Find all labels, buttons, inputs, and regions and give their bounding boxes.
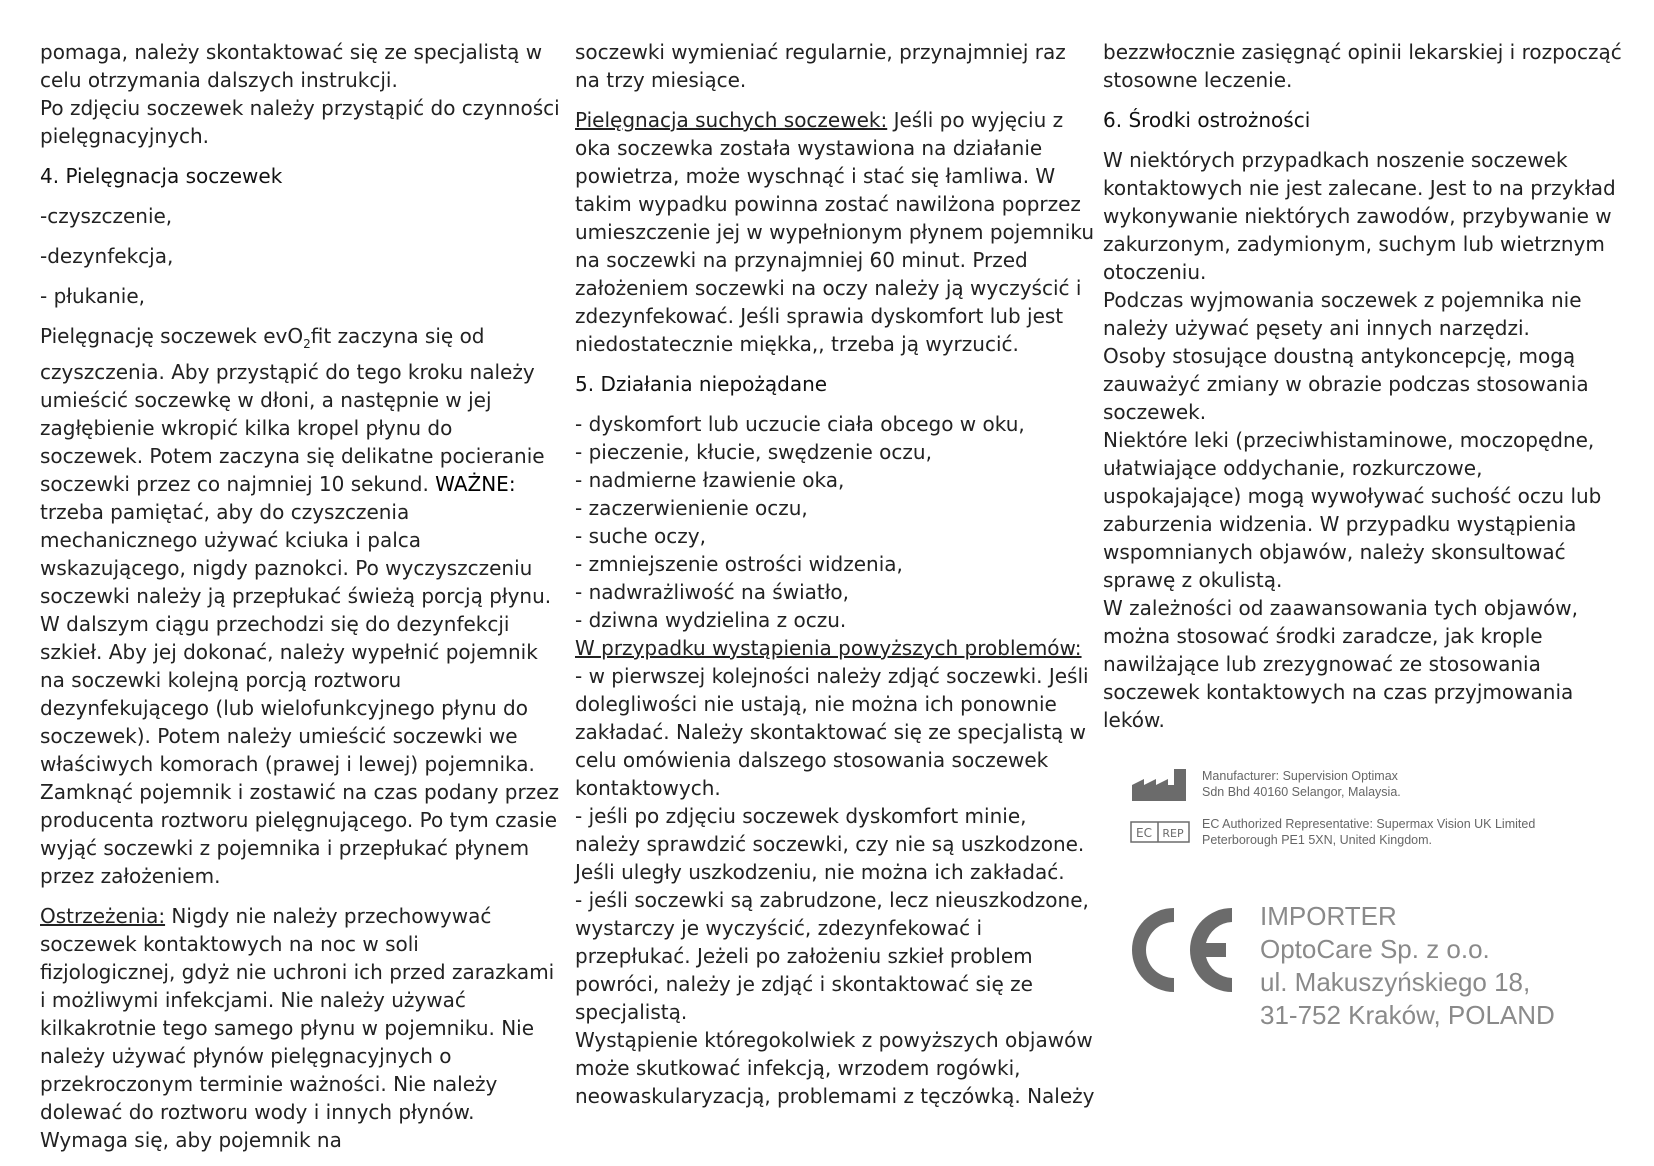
list-item: -dezynfekcja, xyxy=(40,244,174,268)
ec-rep-icon xyxy=(1130,813,1190,851)
paragraph: Wystąpienie któregokolwiek z powyższych objawów może skutkować infekcją, wrzodem rogówki, neowaskularyzacją, problemami z tęczówką. Należy xyxy=(575,1028,1095,1108)
section-6-heading: 6. Środki ostrożności xyxy=(1103,108,1311,132)
text-run: Pielęgnację soczewek evO xyxy=(40,324,304,348)
ec-rep-line: Peterborough PE1 5XN, United Kingdom. xyxy=(1202,833,1432,847)
paragraph: - jeśli po zdjęciu soczewek dyskomfort minie, należy sprawdzić soczewki, czy nie są uszkodzone. Jeśli uległy uszkodzeniu, nie można ich zakładać. xyxy=(575,804,1085,884)
paragraph: Po zdjęciu soczewek należy przystąpić do czynności pielęgnacyjnych. xyxy=(40,96,560,148)
manufacturer-text xyxy=(1202,768,1401,800)
importer-address xyxy=(1260,900,1555,1032)
list-item: - dyskomfort lub uczucie ciała obcego w oku, xyxy=(575,412,1025,436)
list-item: - suche oczy, xyxy=(575,524,706,548)
paragraph: - jeśli soczewki są zabrudzone, lecz nieuszkodzone, wystarczy je wyczyścić, zdezynfekować i przepłukać. Jeżeli po założeniu szkieł problem powróci, należy je zdjąć i skontaktować się ze specjalistą. xyxy=(575,888,1089,1024)
dry-care-paragraph xyxy=(575,106,1095,358)
text-run: fit zaczyna się od czyszczenia. Aby przystąpić do tego kroku należy umieścić soczewkę w dłoni, a następnie w jej zagłębienie wkropić kilka kropel płynu do soczewek. Potem zaczyna się delikatne pocieranie soczewki przez co najmniej 10 sekund. xyxy=(40,324,545,496)
list-item: - zmniejszenie ostrości widzenia, xyxy=(575,552,903,576)
importer-line: ul. Makuszyńskiego 18, xyxy=(1260,967,1531,997)
subscript: 2 xyxy=(303,337,311,351)
ec-badge-text: EC xyxy=(1136,826,1152,840)
section-4-heading: 4. Pielęgnacja soczewek xyxy=(40,164,283,188)
list-item: - pieczenie, kłucie, swędzenie oczu, xyxy=(575,440,932,464)
text-run: trzeba pamiętać, aby do czyszczenia mechanicznego używać kciuka i palca wskazującego, nigdy paznokci. Po wyczyszczeniu soczewki należy ją przepłukać świeżą porcją płynu. W dalszym ciągu przechodzi się do dezynfekcji szkieł. Aby jej dokonać, należy wypełnić pojemnik na soczewki kolejną porcją roztworu dezynfekującego (lub wielofunkcyjnego płynu do soczewek). Potem należy umieścić soczewki we właściwych komorach (prawej i lewej) pojemnika. Zamknąć pojemnik i zostawić na czas podany przez producenta roztworu pielęgnującego. Po tym czasie wyjąć soczewki z pojemnika i przepłukać płynem przez założeniem. xyxy=(40,500,559,888)
warnings-label: Ostrzeżenia: xyxy=(40,904,166,928)
paragraph: W zależności od zaawansowania tych objawów, można stosować środki zaradcze, jak krople nawilżające lub zrezygnować ze stosowania soczewek kontaktowych na czas przyjmowania leków. xyxy=(1103,596,1578,732)
paragraph: pomaga, należy skontaktować się ze specjalistą w celu otrzymania dalszych instrukcji. xyxy=(40,40,543,92)
column-3 xyxy=(1103,38,1623,734)
text-run: Nigdy nie należy przechowywać soczewek kontaktowych na noc w soli fizjologicznej, gdyż nie uchroni ich przed zarazkami i możliwymi infekcjami. Nie należy używać kilkakrotnie tego samego płynu w pojemniku. Nie należy używać płynów pielęgnacyjnych o przekroczonym terminie ważności. Nie należy dolewać do roztworu wody i innych płynów. Wymaga się, aby pojemnik na xyxy=(40,904,555,1152)
side-effects-list xyxy=(575,410,1095,634)
paragraph: bezzwłocznie zasięgnąć opinii lekarskiej i rozpocząć stosowne leczenie. xyxy=(1103,40,1622,92)
importer-block xyxy=(1126,900,1555,1032)
list-item: - płukanie, xyxy=(40,284,146,308)
column-1 xyxy=(40,38,560,1154)
column-2 xyxy=(575,38,1095,1110)
ec-rep-line: EC Authorized Representative: Supermax Vision UK Limited xyxy=(1202,817,1536,831)
manufacturer-block xyxy=(1130,762,1610,858)
list-item: - zaczerwienienie oczu, xyxy=(575,496,808,520)
care-paragraph xyxy=(40,322,560,890)
paragraph: Niektóre leki (przeciwhistaminowe, moczopędne, ułatwiające oddychanie, rozkurczowe, uspokajające) mogą wywoływać suchość oczu lub zaburzenia widzenia. W przypadku wystąpienia wspomnianych objawów, należy skonsultować sprawę z okulistą. xyxy=(1103,428,1602,592)
warnings-paragraph xyxy=(40,902,560,1154)
list-item: -czyszczenie, xyxy=(40,204,173,228)
problems-label: W przypadku wystąpienia powyższych problemów: xyxy=(575,636,1082,660)
factory-icon xyxy=(1130,765,1190,803)
list-item: - nadmierne łzawienie oka, xyxy=(575,468,845,492)
manufacturer-line: Sdn Bhd 40160 Selangor, Malaysia. xyxy=(1202,785,1401,799)
rep-badge-text: REP xyxy=(1162,827,1184,840)
section-5-heading: 5. Działania niepożądane xyxy=(575,372,828,396)
importer-line: OptoCare Sp. z o.o. xyxy=(1260,934,1490,964)
paragraph: W niektórych przypadkach noszenie soczewek kontaktowych nie jest zalecane. Jest to na przykład wykonywanie niektórych zawodów, przybywanie w zakurzonym, zadymionym, suchym lub wietrznym otoczeniu. xyxy=(1103,148,1616,284)
paragraph: - w pierwszej kolejności należy zdjąć soczewki. Jeśli dolegliwości nie ustają, nie można ich ponownie zakładać. Należy skontaktować się ze specjalistą w celu omówienia dalszego stosowania soczewek kontaktowych. xyxy=(575,664,1089,800)
paragraph: soczewki wymieniać regularnie, przynajmniej raz na trzy miesiące. xyxy=(575,40,1066,92)
ce-mark-icon xyxy=(1126,900,1236,1000)
list-item: - dziwna wydzielina z oczu. xyxy=(575,608,847,632)
list-item: - nadwrażliwość na światło, xyxy=(575,580,850,604)
text-run: Jeśli po wyjęciu z oka soczewka została wystawiona na działanie powietrza, może wyschnąć i stać się łamliwa. W takim wypadku powinna zostać nawilżona poprzez umieszczenie jej w wypełnionym płynem pojemniku na soczewki na przynajmniej 60 minut. Przed założeniem soczewki na oczy należy ją wyczyścić i zdezynfekować. Jeśli sprawia dyskomfort lub jest niedostatecznie miękka,, trzeba ją wyrzucić. xyxy=(575,108,1095,356)
manufacturer-line: Manufacturer: Supervision Optimax xyxy=(1202,769,1398,783)
paragraph: Podczas wyjmowania soczewek z pojemnika nie należy używać pęsety ani innych narzędzi. xyxy=(1103,288,1582,340)
importer-line: 31-752 Kraków, POLAND xyxy=(1260,1000,1555,1030)
importer-line: IMPORTER xyxy=(1260,901,1397,931)
dry-care-label: Pielęgnacja suchych soczewek: xyxy=(575,108,888,132)
paragraph: Osoby stosujące doustną antykoncepcję, mogą zauważyć zmiany w obrazie podczas stosowania soczewek. xyxy=(1103,344,1589,424)
ec-rep-text xyxy=(1202,816,1535,848)
manufacturer-row xyxy=(1130,762,1610,806)
ec-rep-row xyxy=(1130,810,1610,854)
important-label: WAŻNE: xyxy=(435,472,516,496)
